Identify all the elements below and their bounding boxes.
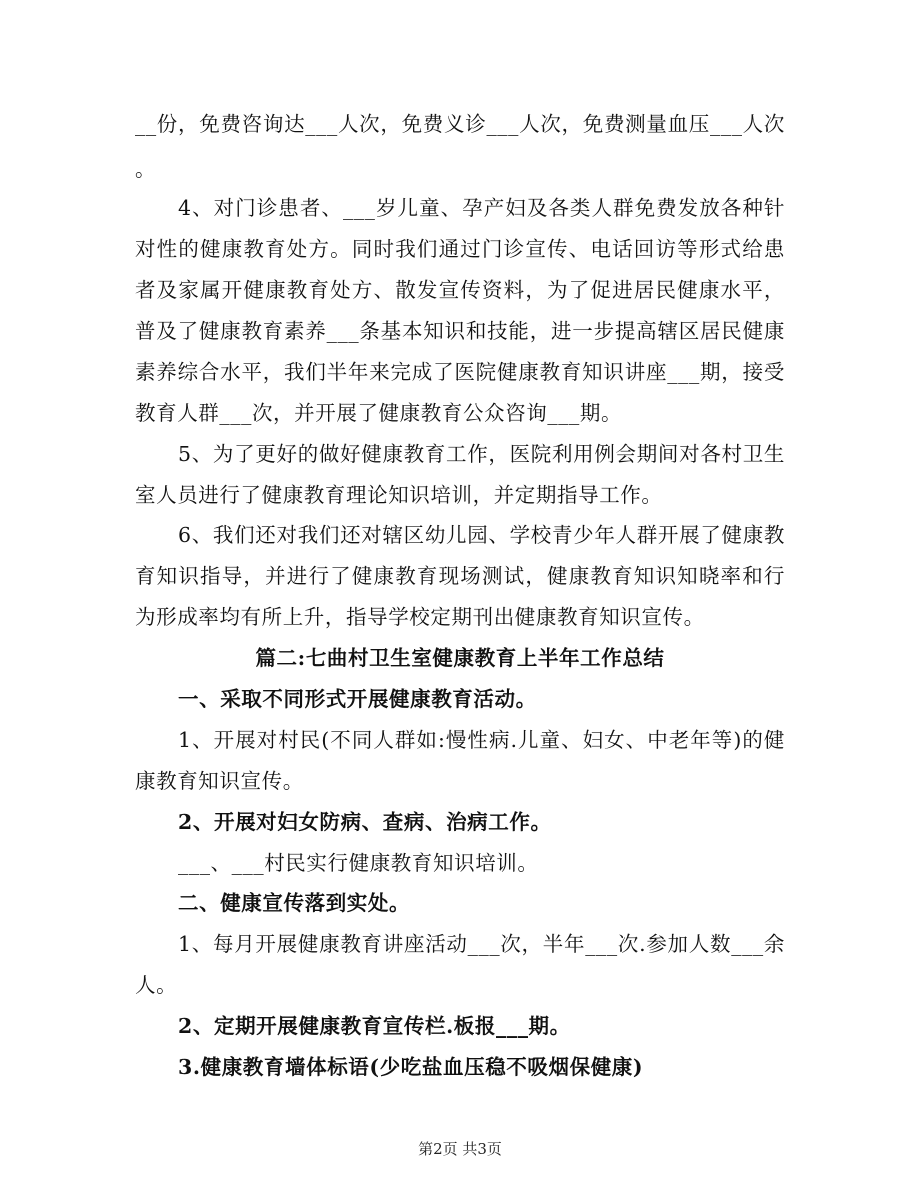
list-item: 1、每月开展健康教育讲座活动___次，半年___次.参加人数___余 bbox=[178, 932, 785, 956]
text-line: 对性的健康教育处方。同时我们通过门诊宣传、电话回访等形式给患 bbox=[135, 237, 785, 261]
text-line: 普及了健康教育素养___条基本知识和技能，进一步提高辖区居民健康 bbox=[135, 319, 785, 343]
text-line: 。 bbox=[135, 157, 157, 181]
list-item: ___、___村民实行健康教育知识培训。 bbox=[178, 851, 539, 875]
text-line: 室人员进行了健康教育理论知识培训，并定期指导工作。 bbox=[135, 483, 663, 507]
text-line: 育知识指导，并进行了健康教育现场测试，健康教育知识知晓率和行 bbox=[135, 564, 785, 588]
list-item-bold: 2、开展对妇女防病、查病、治病工作。 bbox=[178, 810, 552, 834]
section-heading: 一、采取不同形式开展健康教育活动。 bbox=[178, 687, 537, 711]
text-line: 人。 bbox=[135, 973, 178, 997]
text-line: 康教育知识宣传。 bbox=[135, 769, 304, 793]
page-indicator: 第2页 共3页 bbox=[418, 1140, 502, 1158]
paragraph-6-line: 6、我们还对我们还对辖区幼儿园、学校青少年人群开展了健康教 bbox=[178, 523, 785, 547]
paragraph-5-line: 5、为了更好的做好健康教育工作，医院利用例会期间对各村卫生 bbox=[178, 442, 785, 466]
list-item: 1、开展对村民(不同人群如:慢性病.儿童、妇女、中老年等)的健 bbox=[178, 728, 785, 752]
paragraph-4-line: 4、对门诊患者、___岁儿童、孕产妇及各类人群免费发放各种针 bbox=[178, 196, 785, 220]
text-line: 为形成率均有所上升，指导学校定期刊出健康教育知识宣传。 bbox=[135, 605, 705, 629]
text-line: 素养综合水平，我们半年来完成了医院健康教育知识讲座___期，接受 bbox=[135, 360, 785, 384]
list-item-bold: 2、定期开展健康教育宣传栏.板报___期。 bbox=[178, 1014, 571, 1038]
list-item-bold: 3.健康教育墙体标语(少吃盐血压稳不吸烟保健康) bbox=[178, 1055, 644, 1079]
section-title: 篇二:七曲村卫生室健康教育上半年工作总结 bbox=[255, 646, 665, 670]
section-heading: 二、健康宣传落到实处。 bbox=[178, 891, 411, 915]
text-line: 者及家属开健康教育处方、散发宣传资料，为了促进居民健康水平， bbox=[135, 278, 785, 302]
text-line: __份，免费咨询达___人次，免费义诊___人次，免费测量血压___人次 bbox=[135, 112, 785, 136]
text-line: 教育人群___次，并开展了健康教育公众咨询___期。 bbox=[135, 401, 623, 425]
